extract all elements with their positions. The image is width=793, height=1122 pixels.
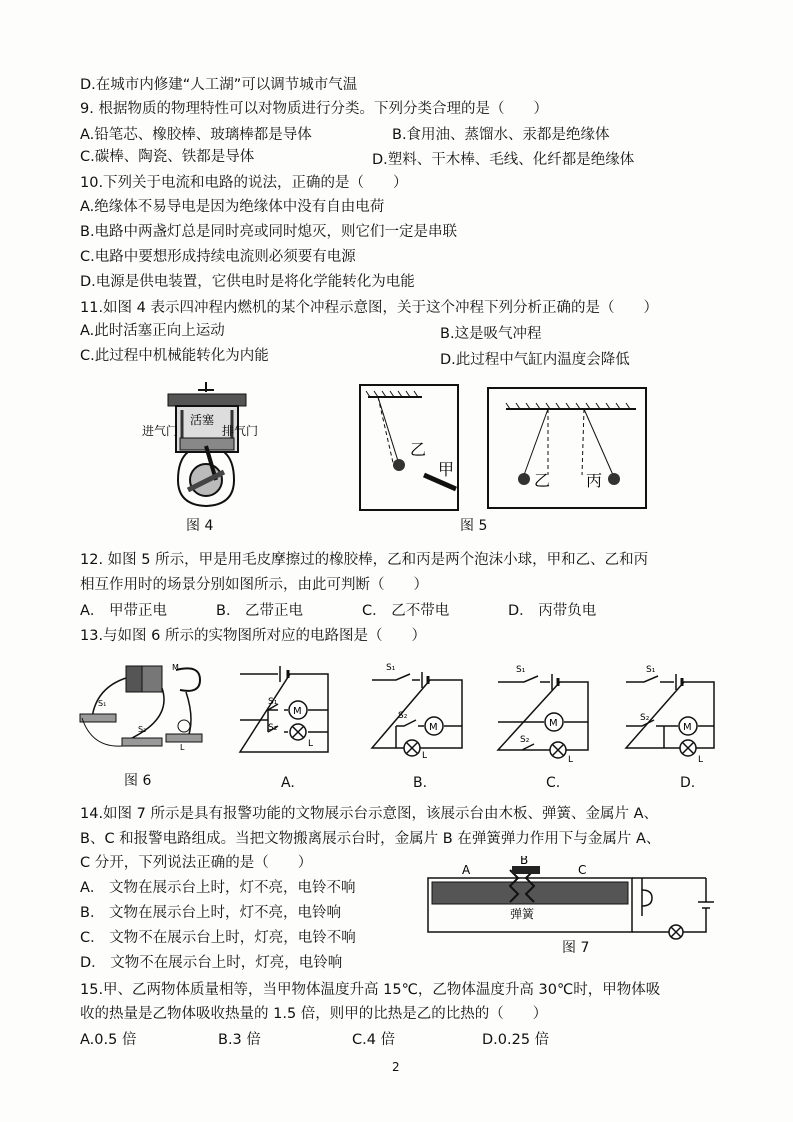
q9-option-b: B.食用油、蒸馏水、汞都是绝缘体: [392, 127, 610, 143]
fig5-label-jia: 甲: [438, 460, 455, 479]
q11-option-c: C.此过程中机械能转化为内能: [80, 348, 269, 364]
q13-option-a-circuit: [238, 660, 334, 770]
q14-option-d: D． 文物不在展示台上时，灯亮，电铃响: [80, 955, 343, 971]
fig7-label-a: A: [462, 863, 471, 877]
q15-option-a: A.0.5 倍: [80, 1032, 137, 1048]
q13d-label-s2: S₂: [640, 713, 650, 723]
fig5-label-bing: 丙: [586, 471, 603, 490]
figure-7-alarm-stand: [426, 856, 726, 942]
q12-option-d: D． 丙带负电: [508, 603, 597, 619]
q13a-label-l: L: [308, 739, 314, 749]
fig5-label-yi-right: 乙: [534, 471, 551, 490]
q11-option-b: B.这是吸气冲程: [440, 326, 542, 342]
q10-option-d: D.电源是供电装置，它供电时是将化学能转化为电能: [80, 274, 415, 290]
fig6-caption: 图 6: [124, 773, 152, 789]
q13d-label-s1: S₁: [646, 665, 656, 675]
fig5-label-yi-left: 乙: [410, 440, 427, 459]
q14-stem-line1: 14.如图 7 所示是具有报警功能的文物展示台示意图，该展示台由木板、弹簧、金属片 A、: [80, 806, 659, 822]
fig4-label-intake: 进气门: [142, 424, 179, 438]
q9-option-d: D.塑料、干木棒、毛线、化纤都是绝缘体: [372, 152, 635, 168]
fig4-label-exhaust: 排气门: [222, 424, 259, 438]
q12-stem-line1: 12. 如图 5 所示，甲是用毛皮摩擦过的橡胶棒，乙和丙是两个泡沫小球，甲和乙、乙和丙: [80, 552, 649, 568]
q13-option-d-caption: D.: [680, 775, 696, 791]
q12-stem-line2: 相互作用时的场景分别如图所示，由此可判断（ ）: [80, 577, 428, 593]
q15-stem-line1: 15.甲、乙两物体质量相等，当甲物体温度升高 15℃，乙物体温度升高 30℃时，甲物体吸: [80, 982, 661, 998]
q12-option-a: A． 甲带正电: [80, 603, 168, 619]
q14-stem-line2: B、C 和报警电路组成。当把文物搬离展示台时，金属片 B 在弹簧弹力作用下与金属片 A、: [80, 831, 661, 847]
fig6-label-s2: S₂: [138, 725, 147, 734]
fig4-caption: 图 4: [186, 518, 214, 534]
q13-option-b-circuit: [368, 660, 468, 770]
fig6-label-l: L: [180, 743, 185, 752]
fig7-label-b: B: [520, 856, 529, 867]
q13a-label-s1: S₁: [268, 697, 278, 707]
fig6-label-m: M: [172, 663, 179, 672]
fig6-label-s1: S₁: [98, 699, 107, 708]
q13-option-a-caption: A.: [281, 775, 295, 791]
q9-option-a: A.铅笔芯、橡胶棒、玻璃棒都是导体: [80, 127, 312, 143]
q13b-label-s2: S₂: [398, 711, 408, 721]
q13-option-c-caption: C.: [546, 775, 561, 791]
q14-option-b: B． 文物在展示台上时，灯不亮，电铃响: [80, 905, 342, 921]
q12-option-c: C． 乙不带电: [362, 603, 450, 619]
fig7-label-c: C: [578, 863, 587, 877]
fig7-caption: 图 7: [562, 940, 590, 956]
figure-6-real-circuit: [76, 658, 216, 768]
q13-option-d-circuit: [622, 660, 722, 770]
q15-option-d: D.0.25 倍: [482, 1032, 550, 1048]
q15-option-b: B.3 倍: [218, 1032, 261, 1048]
fig7-label-spring: 弹簧: [510, 907, 535, 921]
q13c-label-m: M: [549, 718, 558, 729]
q13b-label-m: M: [429, 722, 438, 733]
q11-option-a: A.此时活塞正向上运动: [80, 323, 225, 339]
figure-5-charges: [358, 383, 648, 513]
q12-option-b: B． 乙带正电: [216, 603, 304, 619]
fig5-caption: 图 5: [460, 518, 488, 534]
q10-stem: 10.下列关于电流和电路的说法，正确的是（ ）: [80, 175, 408, 191]
q13c-label-l: L: [568, 755, 574, 765]
q9-stem: 9. 根据物质的物理特性可以对物质进行分类。下列分类合理的是（ ）: [80, 101, 548, 117]
figure-4-engine: [138, 380, 278, 515]
q13-option-c-circuit: [494, 660, 594, 770]
q13d-label-m: M: [683, 722, 692, 733]
q13-stem: 13.与如图 6 所示的实物图所对应的电路图是（ ）: [80, 628, 427, 644]
q13a-label-m: M: [293, 706, 302, 717]
q14-stem-line3: C 分开，下列说法正确的是（ ）: [80, 855, 313, 871]
q10-option-b: B.电路中两盏灯总是同时亮或同时熄灭，则它们一定是串联: [80, 224, 458, 240]
q11-stem: 11.如图 4 表示四冲程内燃机的某个冲程示意图，关于这个冲程下列分析正确的是（ ）: [80, 300, 658, 316]
q13b-label-l: L: [422, 751, 428, 761]
q13a-label-s2: S₂: [268, 723, 278, 733]
q9-option-c: C.碳棒、陶瓷、铁都是导体: [80, 149, 255, 165]
q13c-label-s2: S₂: [520, 735, 530, 745]
q10-option-a: A.绝缘体不易导电是因为绝缘体中没有自由电荷: [80, 199, 385, 215]
q13c-label-s1: S₁: [516, 665, 526, 675]
q13b-label-s1: S₁: [386, 663, 396, 673]
q14-option-c: C． 文物不在展示台上时，灯亮，电铃不响: [80, 930, 356, 946]
q15-stem-line2: 收的热量是乙物体吸收热量的 1.5 倍，则甲的比热是乙的比热的（ ）: [80, 1006, 548, 1022]
q13-option-b-caption: B.: [413, 775, 428, 791]
page-number: 2: [392, 1060, 400, 1074]
q15-option-c: C.4 倍: [352, 1032, 396, 1048]
q11-option-d: D.此过程中气缸内温度会降低: [440, 352, 630, 368]
q13d-label-l: L: [698, 755, 704, 765]
q10-option-c: C.电路中要想形成持续电流则必须要有电源: [80, 249, 356, 265]
q14-option-a: A． 文物在展示台上时，灯不亮，电铃不响: [80, 880, 356, 896]
fig4-label-piston: 活塞: [190, 413, 215, 427]
q8-option-d: D.在城市内修建“人工湖”可以调节城市气温: [80, 77, 358, 93]
